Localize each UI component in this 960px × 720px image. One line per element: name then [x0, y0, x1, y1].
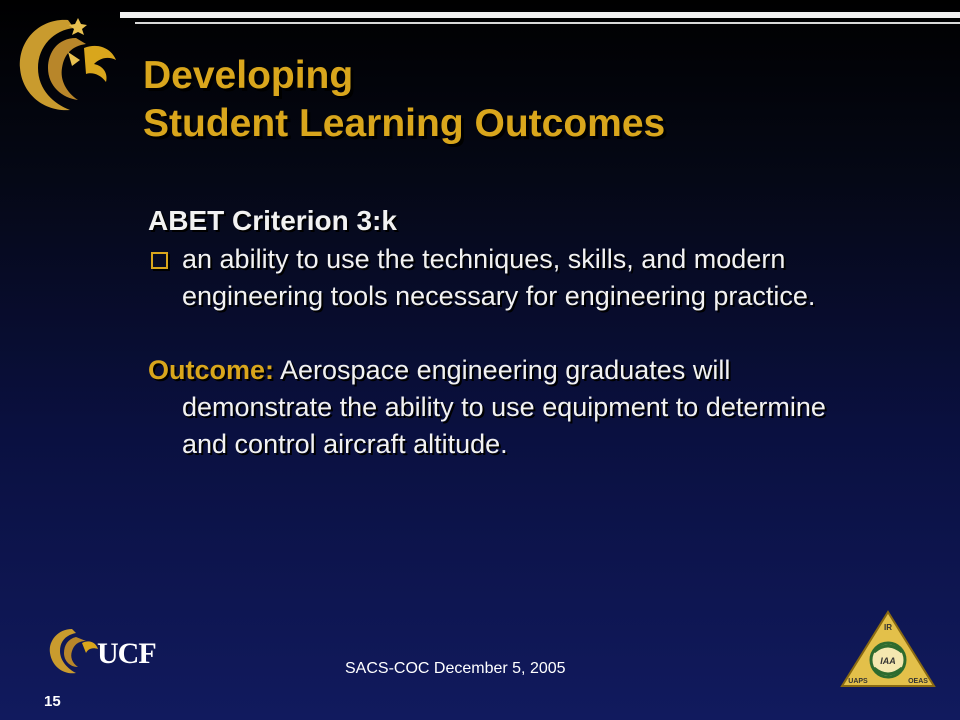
slide-body: [148, 202, 868, 463]
top-rule-thin: [135, 22, 960, 24]
iaa-left-label: UAPS: [848, 678, 868, 685]
title-line-2: Student Learning Outcomes: [143, 102, 666, 145]
outcome-label: Outcome:: [148, 355, 275, 385]
ucf-wordmark: UCF: [97, 637, 156, 670]
iaa-top-label: IR: [884, 623, 892, 632]
top-rule: [120, 12, 960, 18]
outcome-text: Aerospace engineering graduates will demonstrate the ability to use equipment to determine and control aircraft altitude.: [182, 355, 826, 459]
footer-event: SACS-COC December 5, 2005: [345, 660, 566, 677]
iaa-center-label: IAA: [880, 656, 896, 666]
iaa-right-label: OEAS: [908, 678, 928, 685]
criterion-bullet: [148, 241, 868, 315]
title-line-1: Developing: [143, 54, 354, 97]
page-number: 15: [44, 693, 61, 710]
outcome-paragraph: [148, 352, 868, 463]
criterion-heading: ABET Criterion 3:k: [148, 205, 397, 236]
pegasus-logo-icon: [8, 8, 128, 118]
slide-title: [143, 52, 665, 148]
checkbox-bullet-icon: [151, 252, 168, 269]
bullet-text: an ability to use the techniques, skills, and modern engineering tools necessary for engineering practice.: [182, 244, 816, 311]
iaa-triangle-logo-icon: [838, 610, 938, 690]
